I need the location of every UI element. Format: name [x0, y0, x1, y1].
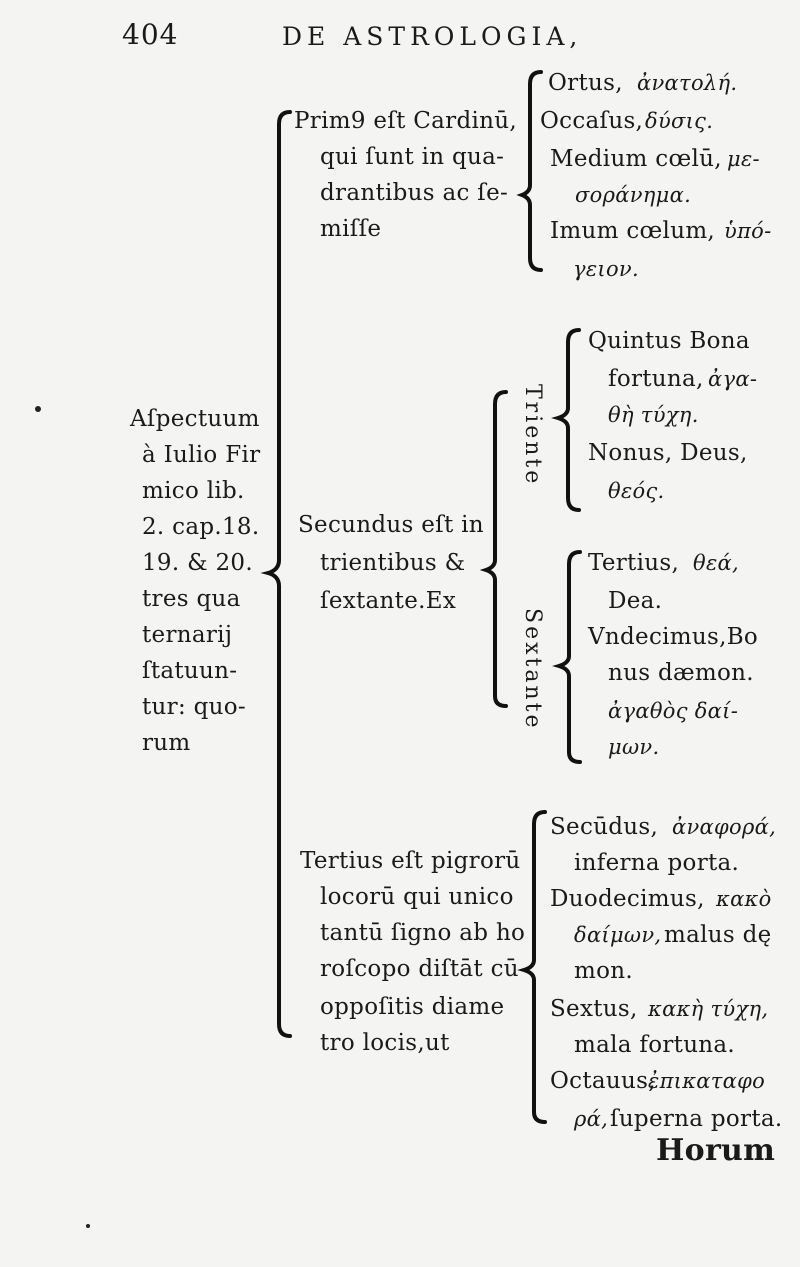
- tertius-item-greek: κακὸ: [716, 887, 772, 911]
- secundus-brace: [486, 392, 506, 706]
- sextante-item-greek: θεά,: [693, 551, 739, 575]
- primus-item: Occaſus,: [540, 108, 644, 134]
- primus-brace: [522, 72, 541, 270]
- tertius-line: Tertius eſt pigrorū: [300, 848, 521, 874]
- tertius-item: ſuperna porta.: [610, 1106, 783, 1132]
- primus-item: Imum cœlum,: [550, 218, 716, 244]
- root-line: 2. cap.18.: [142, 514, 260, 540]
- sextante-item: nus dæmon.: [608, 660, 754, 686]
- root-line: 19. & 20.: [142, 550, 253, 576]
- sextante-item: Vndecimus,Bo: [588, 624, 759, 650]
- secundus-line: ſextante.Ex: [320, 588, 457, 614]
- root-line: Aſpectuum: [130, 406, 260, 432]
- sextante-item: Tertius,: [588, 550, 680, 576]
- triente-item-greek: θεός.: [608, 479, 665, 503]
- tertius-item: inferna porta.: [574, 850, 740, 876]
- primus-item-greek: ἀνατολή.: [637, 71, 738, 95]
- tertius-item: Octauus,: [550, 1068, 656, 1094]
- primus-item-greek: γειον.: [573, 257, 639, 281]
- tertius-item: malus dę: [664, 922, 772, 948]
- tertius-line: locorū qui unico: [320, 884, 514, 910]
- primus-item-greek: σοράνημα.: [575, 183, 692, 207]
- primus-line: drantibus ac ſe-: [320, 180, 509, 206]
- root-line: ſtatuun-: [142, 658, 238, 684]
- tertius-item: Duodecimus,: [550, 886, 705, 912]
- primus-item-greek: δύσις.: [645, 109, 714, 133]
- tertius-item-greek: δαίμων,: [574, 923, 662, 947]
- primus-line: qui ſunt in qua-: [320, 144, 505, 170]
- primus-line: miſſe: [320, 216, 382, 242]
- tertius-line: tro locis,ut: [320, 1030, 450, 1056]
- sextante-brace: [559, 552, 580, 762]
- triente-item: Quintus Bona: [588, 328, 750, 354]
- root-line: mico lib.: [142, 478, 245, 504]
- triente-brace: [558, 330, 579, 510]
- triente-item: fortuna,: [608, 366, 704, 392]
- main-brace: [268, 112, 290, 1036]
- primus-item: Medium cœlū,: [550, 146, 722, 172]
- triente-label: Triente: [520, 384, 545, 487]
- tertius-item: Secūdus,: [550, 814, 659, 840]
- sextante-item: Dea.: [608, 588, 663, 614]
- tertius-item: Sextus,: [550, 996, 638, 1022]
- triente-item: Nonus, Deus,: [588, 440, 748, 466]
- tertius-line: oppoſitis diame: [320, 994, 505, 1020]
- root-line: à Iulio Fir: [142, 442, 261, 468]
- tertius-item: mon.: [574, 958, 633, 984]
- tertius-item-greek: ἐπικαταφο: [648, 1069, 766, 1093]
- tertius-line: roſcopo diſtāt cū: [320, 956, 519, 982]
- root-line: tur: quo-: [142, 694, 246, 720]
- running-title: DE ASTROLOGIA,: [282, 22, 583, 51]
- catchword: Horum: [656, 1133, 776, 1168]
- margin-dot: [86, 1224, 90, 1228]
- tertius-item: mala fortuna.: [574, 1032, 736, 1058]
- tertius-item-greek: ἀναφορά,: [672, 815, 777, 839]
- tertius-item-greek: ρά,: [574, 1107, 609, 1131]
- primus-item-greek: με-: [727, 147, 760, 171]
- sextante-item-greek: ἀγαθὸς δαί-: [608, 699, 739, 723]
- tertius-item-greek: κακὴ τύχη,: [648, 997, 769, 1021]
- tertius-brace: [524, 812, 545, 1122]
- primus-item: Ortus,: [548, 70, 623, 96]
- tertius-line: tantū ſigno ab ho: [320, 920, 526, 946]
- page-number: 404: [122, 18, 179, 51]
- root-line: tres qua: [142, 586, 241, 612]
- sextante-item-greek: μων.: [608, 735, 660, 759]
- primus-item-greek: ὑπό-: [724, 219, 772, 243]
- margin-dot: [35, 406, 41, 412]
- primus-line: Prim9 eſt Cardinū,: [294, 108, 517, 134]
- root-line: ternarij: [142, 622, 233, 648]
- root-line: rum: [142, 730, 191, 756]
- sextante-label: Sextante: [520, 608, 545, 731]
- triente-item-greek: ἀγα-: [708, 367, 758, 391]
- secundus-line: Secundus eſt in: [298, 512, 484, 538]
- triente-item-greek: θὴ τύχη.: [608, 403, 699, 427]
- secundus-line: trientibus &: [320, 550, 466, 576]
